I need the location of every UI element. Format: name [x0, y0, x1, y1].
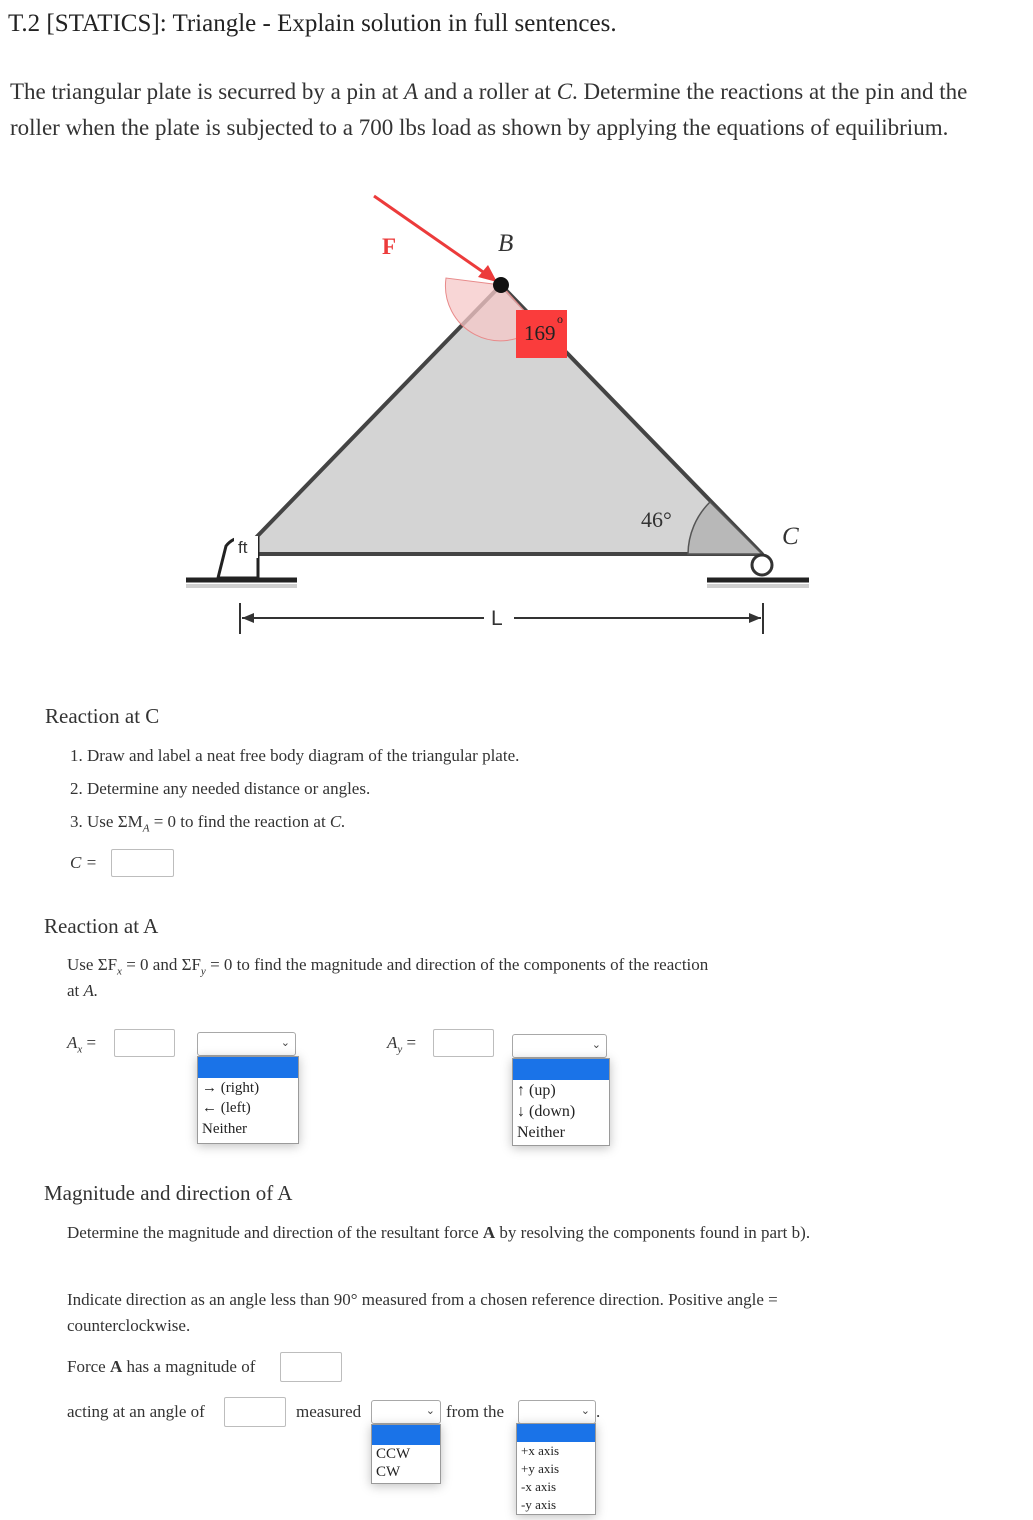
option-down[interactable]: ↓ (down)	[517, 1103, 576, 1120]
ay-label-sub: y	[397, 1043, 403, 1056]
option-right[interactable]: → (right)	[202, 1080, 260, 1096]
vertex-b-label: B	[498, 230, 514, 257]
chevron-down-icon: ⌄	[425, 1404, 435, 1417]
reaction-a-heading: Reaction at A	[44, 914, 159, 938]
force-magnitude-text	[67, 1354, 255, 1380]
ay-label	[387, 1033, 416, 1055]
vertex-b-dot	[493, 277, 509, 293]
option-ccw[interactable]: CCW	[376, 1446, 411, 1462]
step-3-sub: A	[142, 822, 150, 835]
c-answer-input[interactable]	[111, 849, 174, 877]
magnitude-heading: Magnitude and direction of A	[44, 1181, 293, 1205]
instr-sub-y: y	[200, 965, 206, 978]
chevron-down-icon: ⌄	[580, 1404, 590, 1417]
instr-text-2: = 0 and ΣF	[121, 955, 201, 974]
option-plus-y-axis[interactable]: +y axis	[521, 1461, 560, 1476]
angle-b-value: 169	[524, 321, 556, 345]
angle-b-degree-mark: o	[557, 312, 563, 326]
reaction-a-instructions-line2	[67, 978, 98, 1004]
pin-label: ft	[238, 538, 248, 557]
ax-label-a: A	[67, 1033, 78, 1052]
ax-label-eq: =	[82, 1033, 97, 1052]
length-label: L	[491, 607, 503, 630]
ay-direction-select[interactable]	[512, 1034, 607, 1058]
dimension-arrow-right	[749, 613, 761, 623]
instr-text-1: Use ΣF	[67, 955, 118, 974]
from-the-text: from the	[446, 1402, 505, 1421]
ax-direction-select[interactable]	[197, 1032, 296, 1056]
force-text-1: Force	[67, 1357, 110, 1376]
chevron-down-icon: ⌄	[591, 1038, 601, 1051]
ay-direction-dropdown	[512, 1058, 610, 1146]
measured-text: measured	[296, 1402, 362, 1421]
option-minus-x-axis[interactable]: -x axis	[521, 1479, 557, 1494]
triangle-figure	[0, 0, 1033, 700]
angle-c-value: 46°	[641, 507, 672, 532]
force-text-2: has a magnitude of	[122, 1357, 256, 1376]
option-cw[interactable]: CW	[376, 1464, 401, 1480]
magnitude-paragraph-2: Indicate direction as an angle less than 90° measured from a chosen reference direction. Positive angle = counterclockwise.	[67, 1290, 778, 1335]
magnitude-paragraph-1	[67, 1220, 827, 1246]
para1-text-1: Determine the magnitude and direction of the resultant force	[67, 1223, 483, 1242]
option-plus-x-axis[interactable]: +x axis	[521, 1443, 560, 1458]
force-bold-a: A	[109, 1357, 123, 1376]
problem-point-c: C	[556, 79, 573, 104]
step-3-text-2: = 0 to find the reaction at	[149, 812, 330, 831]
instr-text-3: = 0 to find the magnitude and direction of the components of the reaction	[205, 955, 709, 974]
instr-text-4: at	[67, 981, 84, 1000]
dimension-arrow-left	[242, 613, 254, 623]
ax-direction-dropdown	[197, 1056, 299, 1144]
ax-label	[67, 1033, 96, 1055]
roller-support-icon	[752, 555, 772, 575]
problem-text-2: and a roller at	[418, 79, 557, 104]
reaction-a-instructions-line1	[67, 952, 708, 984]
option-up[interactable]: ↑ (up)	[517, 1082, 556, 1099]
ax-label-sub: x	[77, 1043, 83, 1056]
problem-text-3: . Determine the reactions at the pin and the roller when the plate is subjected to a 700 lbs load as shown by applying the equations of equilibrium.	[10, 79, 968, 140]
ax-input[interactable]	[114, 1029, 175, 1057]
sentence-period: .	[596, 1402, 601, 1421]
force-arrowhead	[478, 265, 497, 282]
step-3	[70, 812, 346, 834]
ay-label-a: A	[387, 1033, 398, 1052]
dropdown-highlight[interactable]	[372, 1425, 440, 1445]
force-magnitude-input[interactable]	[280, 1352, 342, 1382]
dropdown-highlight[interactable]	[513, 1059, 609, 1080]
option-minus-y-axis[interactable]: -y axis	[521, 1497, 557, 1512]
chevron-down-icon: ⌄	[280, 1036, 290, 1049]
step-3-c: C.	[329, 812, 346, 831]
option-neither[interactable]: Neither	[517, 1124, 565, 1141]
option-neither[interactable]: Neither	[202, 1121, 247, 1137]
acting-angle-text: acting at an angle of	[67, 1402, 205, 1421]
option-left[interactable]: ← (left)	[202, 1100, 251, 1116]
step-2: 2. Determine any needed distance or angles.	[70, 779, 371, 798]
rotation-dropdown	[371, 1424, 441, 1484]
dropdown-highlight[interactable]	[198, 1057, 298, 1078]
step-1: 1. Draw and label a neat free body diagram of the triangular plate.	[70, 746, 520, 765]
instr-point-a: A.	[83, 981, 99, 1000]
reaction-c-heading: Reaction at C	[45, 704, 160, 728]
page-title: T.2 [STATICS]: Triangle - Explain solution in full sentences.	[8, 10, 617, 37]
force-label: F	[382, 234, 397, 259]
para1-text-2: by resolving the components found in part b).	[495, 1223, 811, 1242]
ay-label-eq: =	[402, 1033, 417, 1052]
axis-dropdown	[516, 1423, 596, 1515]
vertex-c-label: C	[782, 523, 799, 550]
dropdown-highlight[interactable]	[517, 1424, 595, 1442]
c-answer-label: C =	[70, 853, 98, 872]
para1-bold-a: A	[482, 1223, 496, 1242]
instr-sub-x: x	[117, 965, 122, 978]
problem-point-a: A	[404, 79, 419, 104]
ay-input[interactable]	[433, 1029, 494, 1057]
rotation-select[interactable]	[371, 1400, 441, 1424]
axis-select[interactable]	[518, 1400, 596, 1424]
angle-input[interactable]	[224, 1397, 286, 1427]
step-3-text-1: 3. Use ΣM	[70, 812, 143, 831]
problem-text-1: The triangular plate is securred by a pin at	[10, 79, 405, 104]
